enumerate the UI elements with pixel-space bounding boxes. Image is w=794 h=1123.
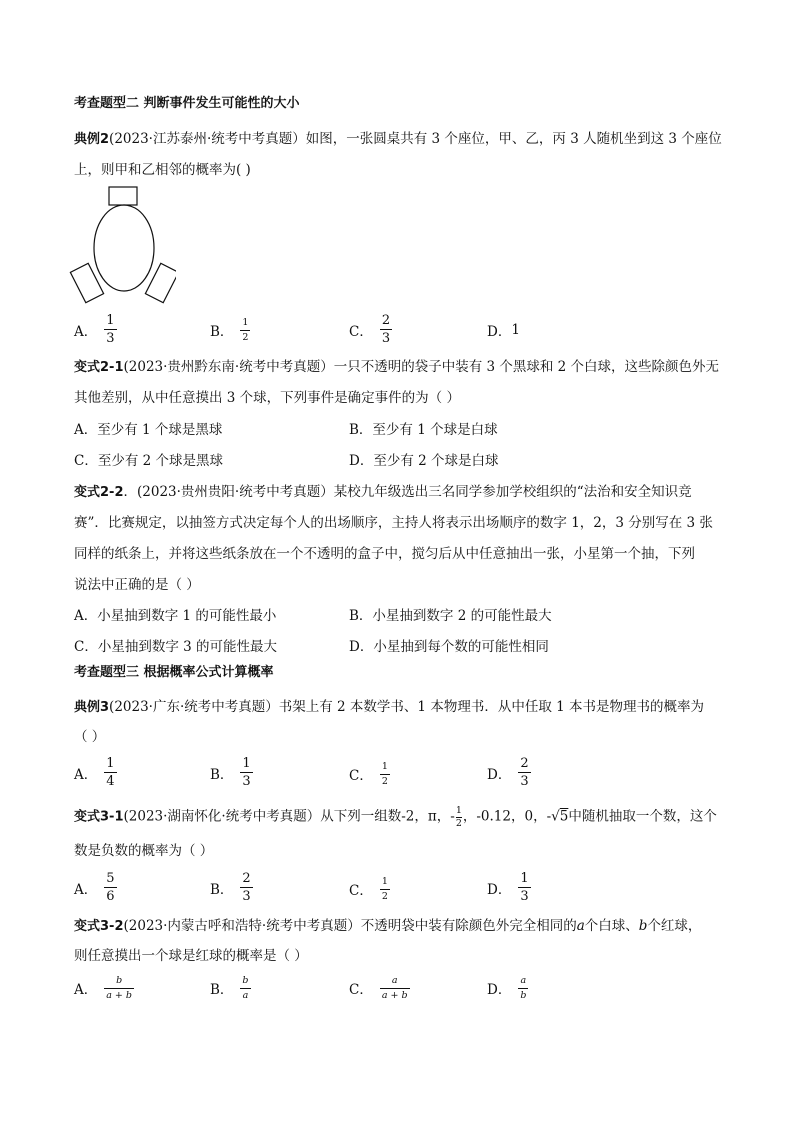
option-letter: B． [210, 881, 234, 898]
question-text: 书架上有 2 本数学书、1 本物理书．从中任取 1 本书是物理书的概率为 [278, 699, 704, 715]
option-a [74, 314, 117, 345]
fraction: 1 3 [106, 313, 115, 346]
option-letter: C． [349, 883, 373, 899]
sqrt-argument: 5 [559, 808, 569, 825]
question-label: 变式3-1 [74, 809, 124, 825]
fraction: b a [242, 975, 249, 1001]
question-v22-line3: 同样的纸条上，并将这些纸条放在一个不透明的盒子中，搅匀后从中任意抽出一张，小星第一个抽，下列 [74, 546, 695, 562]
option-a [74, 757, 117, 788]
question-ex2-line2: 上，则甲和乙相邻的概率为( ) [74, 162, 251, 178]
round-table-figure [66, 184, 176, 308]
question-source: (2023·广东·统考中考真题） [109, 699, 279, 715]
variable-b: b [638, 918, 648, 934]
question-text-end: 个红球， [647, 918, 702, 934]
option-c: C．小星抽到数字 3 的可能性最大 [74, 639, 278, 655]
option-letter: B． [210, 766, 234, 783]
question-label: 变式2-1 [74, 360, 124, 375]
table-ellipse [94, 205, 154, 291]
seat-left [70, 263, 103, 302]
fraction: 5 6 [106, 871, 115, 904]
option-b: B．至少有 1 个球是白球 [349, 422, 498, 438]
option-letter: B． [210, 324, 234, 340]
question-ex3-line1 [74, 697, 704, 718]
option-letter: B． [210, 982, 234, 998]
fraction: a a + b [381, 975, 408, 1001]
option-letter: C． [349, 982, 373, 998]
question-v31-line1 [74, 806, 717, 828]
option-letter: A． [74, 323, 98, 340]
option-b: B．小星抽到数字 2 的可能性最大 [349, 608, 552, 624]
question-v21-line2: 其他差别，从中任意摸出 3 个球，下列事件是确定事件的为（ ） [74, 390, 460, 406]
question-text: 一只不透明的袋子中装有 3 个黑球和 2 个白球，这些除颜色外无 [333, 359, 720, 375]
option-b [210, 872, 253, 903]
option-d: D．至少有 2 个球是白球 [349, 453, 499, 469]
option-letter: A． [74, 982, 98, 998]
section-title: 考查题型三 根据概率公式计算概率 [74, 665, 274, 680]
sqrt-sign: √ [551, 808, 560, 825]
option-a [74, 872, 117, 903]
question-text: 不透明袋中装有除颜色外完全相同的 [360, 918, 577, 934]
question-source: (2023·湖南怀化·统考中考真题） [123, 808, 321, 825]
option-d [487, 320, 520, 340]
fraction: 1 3 [242, 756, 251, 789]
question-source: (2023·江苏泰州·统考中考真题） [109, 131, 306, 147]
option-a: A．小星抽到数字 1 的可能性最小 [74, 608, 277, 624]
question-v22-line1 [74, 482, 692, 503]
option-c: C．至少有 2 个球是黑球 [74, 453, 224, 469]
section-title: 考查题型二 判断事件发生可能性的大小 [74, 96, 300, 111]
question-v32-line2: 则任意摸出一个球是红球的概率是（ ） [74, 948, 308, 964]
question-v31-line2: 数是负数的概率为（ ） [74, 843, 214, 859]
question-ex2-line1 [74, 129, 722, 150]
fraction: a b [520, 975, 527, 1001]
option-c [349, 762, 390, 786]
fraction: 1 2 [242, 317, 249, 343]
question-text-cont: 个白球、 [584, 918, 639, 934]
question-label: 变式3-2 [74, 919, 124, 934]
question-source: (2023·内蒙古呼和浩特·统考中考真题） [123, 918, 361, 934]
option-c [349, 314, 392, 345]
option-letter: D． [487, 982, 512, 998]
option-d [487, 757, 531, 788]
option-letter: C． [349, 323, 373, 340]
option-letter: D． [487, 766, 512, 783]
option-d: D．小星抽到每个数的可能性相同 [349, 639, 549, 655]
question-label: 典例3 [74, 700, 110, 715]
seat-top [109, 187, 137, 205]
option-c [349, 976, 410, 1000]
fraction: 1 2 [381, 876, 388, 902]
question-source: ．(2023·贵州贵阳·统考中考真题） [123, 484, 334, 500]
variable-a: a [576, 918, 585, 934]
fraction: 1 2 [381, 761, 388, 787]
question-text-cont: ，-0.12，0，- [462, 808, 552, 825]
question-label: 变式2-2 [74, 485, 124, 500]
question-text: 某校九年级选出三名同学参加学校组织的“法治和安全知识竞 [333, 484, 692, 500]
option-a: A．至少有 1 个球是黑球 [74, 422, 223, 438]
option-value: 1 [511, 322, 520, 338]
question-v22-line2: 赛”．比赛规定，以抽签方式决定每个人的出场顺序，主持人将表示出场顺序的数字 1，2，3 分别写在 3 张 [74, 515, 713, 531]
question-v22-line4: 说法中正确的是（ ） [74, 577, 200, 593]
option-d [487, 976, 528, 1000]
fraction: b a + b [106, 975, 132, 1001]
option-letter: C． [349, 768, 373, 784]
option-b [210, 318, 250, 342]
option-c [349, 877, 390, 901]
fraction: 1 4 [106, 756, 115, 789]
question-text-end: 中随机抽取一个数，这个 [568, 808, 717, 825]
question-v32-line1 [74, 916, 701, 937]
fraction: 2 3 [520, 756, 529, 789]
fraction: 1 3 [520, 871, 529, 904]
option-letter: A． [74, 881, 98, 898]
inline-fraction: $\frac{1}{2}$ [455, 805, 462, 829]
question-ex3-line2: （ ） [74, 729, 106, 745]
question-v21-line1 [74, 357, 719, 378]
question-label: 典例2 [74, 132, 110, 147]
fraction: 2 3 [242, 871, 251, 904]
option-letter: D． [487, 324, 512, 340]
option-letter: A． [74, 766, 98, 783]
question-source: (2023·贵州黔东南·统考中考真题） [123, 359, 334, 375]
option-b [210, 757, 253, 788]
option-letter: D． [487, 881, 512, 898]
option-b [210, 976, 251, 1000]
option-d [487, 872, 531, 903]
option-a [74, 976, 134, 1000]
fraction: 2 3 [381, 313, 391, 346]
question-text: 如图，一张圆桌共有 3 个座位，甲、乙，丙 3 人随机坐到这 3 个座位 [305, 131, 722, 147]
question-text: 从下列一组数-2，π，- [320, 808, 455, 825]
